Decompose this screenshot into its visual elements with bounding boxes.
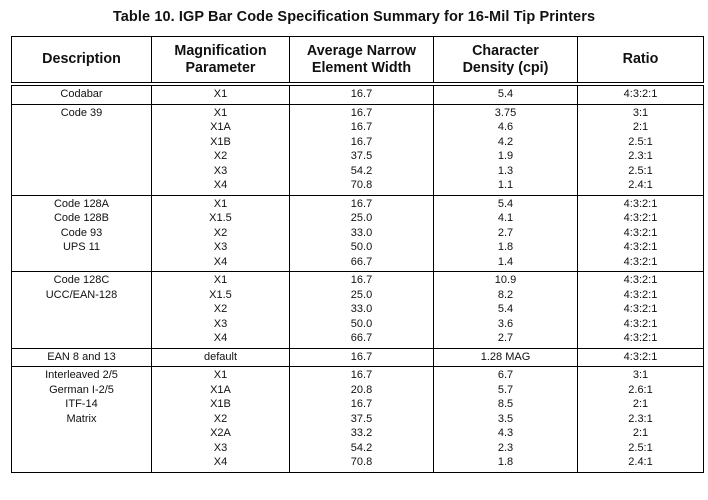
magnification-line: X4 — [213, 179, 228, 191]
magnification-cell — [152, 272, 290, 349]
ratio-line: 4:3:2:1 — [623, 288, 658, 301]
description-line: German I-2/5 — [49, 383, 114, 396]
ratio-cell — [578, 104, 704, 195]
character-density-line: 1.9 — [497, 150, 514, 162]
description-line: Interleaved 2/5 — [45, 369, 118, 381]
character-density-line: 3.6 — [497, 317, 514, 330]
narrow-element-width-line: 37.5 — [350, 150, 373, 162]
magnification-line: X2 — [213, 150, 228, 162]
description-line: Matrix — [66, 412, 97, 425]
description-cell — [12, 195, 152, 272]
ratio-line: 2:1 — [632, 121, 649, 133]
header-row — [12, 37, 704, 85]
narrow-element-width-line: 25.0 — [350, 288, 373, 301]
ratio-line: 3:1 — [632, 106, 649, 119]
character-density-line: 8.2 — [497, 288, 514, 301]
description-line: ITF-14 — [65, 398, 98, 410]
character-density-cell — [434, 195, 578, 272]
narrow-element-width-cell — [290, 348, 434, 367]
narrow-element-width-line: 16.7 — [350, 274, 373, 286]
ratio-line: 4:3:2:1 — [623, 241, 658, 253]
magnification-line: X1B — [210, 398, 231, 410]
ratio-line: 4:3:2:1 — [623, 274, 658, 286]
barcode-spec-table — [11, 36, 704, 473]
narrow-element-width-cell — [290, 84, 434, 104]
character-density-line: 4.3 — [497, 427, 514, 439]
header-description: Description — [12, 37, 152, 85]
ratio-line: 2.6:1 — [628, 383, 653, 396]
character-density-line: 1.1 — [497, 179, 514, 191]
narrow-element-width-cell — [290, 104, 434, 195]
narrow-element-width-line: 16.7 — [350, 121, 373, 133]
character-density-cell — [434, 84, 578, 104]
magnification-line: X2 — [213, 226, 228, 239]
ratio-line: 2.4:1 — [628, 179, 653, 191]
description-line: Code 93 — [60, 226, 103, 239]
narrow-element-width-line: 33.0 — [350, 303, 373, 315]
character-density-line: 2.7 — [497, 226, 514, 239]
narrow-element-width-cell — [290, 272, 434, 349]
character-density-line: 1.4 — [497, 255, 514, 268]
character-density-cell — [434, 272, 578, 349]
narrow-element-width-cell — [290, 195, 434, 272]
narrow-element-width-line: 70.8 — [350, 179, 373, 191]
narrow-element-width-line: 70.8 — [350, 456, 373, 468]
ratio-line: 4:3:2:1 — [623, 212, 658, 224]
description-line: Code 128B — [53, 212, 110, 224]
character-density-line: 10.9 — [494, 274, 517, 286]
description-line: Codabar — [60, 88, 103, 100]
table-row — [12, 348, 704, 367]
narrow-element-width-line: 37.5 — [350, 412, 373, 425]
character-density-line: 1.28 MAG — [480, 350, 531, 363]
ratio-line: 2.3:1 — [628, 412, 653, 425]
narrow-element-width-line: 66.7 — [350, 255, 373, 268]
magnification-line: X1.5 — [209, 212, 232, 224]
character-density-line: 2.7 — [497, 332, 514, 344]
table-row — [12, 367, 704, 473]
magnification-cell — [152, 195, 290, 272]
description-cell — [12, 348, 152, 367]
narrow-element-width-line: 16.7 — [350, 197, 373, 210]
header-average-narrow-element-width: Average Narrow Element Width — [290, 37, 434, 85]
ratio-line: 4:3:2:1 — [623, 88, 658, 100]
narrow-element-width-line: 54.2 — [350, 441, 373, 454]
magnification-line: default — [203, 350, 238, 363]
description-line: EAN 8 and 13 — [47, 350, 116, 363]
narrow-element-width-line: 16.7 — [350, 398, 373, 410]
header-magnification-parameter: Magnification Parameter — [152, 37, 290, 85]
magnification-line: X3 — [213, 441, 228, 454]
description-line: UPS 11 — [62, 241, 101, 253]
narrow-element-width-line: 54.2 — [350, 164, 373, 177]
ratio-line: 4:3:2:1 — [623, 303, 658, 315]
magnification-line: X1A — [210, 383, 231, 396]
narrow-element-width-line: 25.0 — [350, 212, 373, 224]
ratio-line: 4:3:2:1 — [623, 197, 658, 210]
character-density-line: 1.3 — [497, 164, 514, 177]
ratio-line: 4:3:2:1 — [623, 317, 658, 330]
narrow-element-width-line: 16.7 — [350, 88, 373, 100]
header-ratio: Ratio — [578, 37, 704, 85]
table-row — [12, 272, 704, 349]
table-title: Table 10. IGP Bar Code Specification Summary for 16-Mil Tip Printers — [112, 9, 596, 25]
magnification-line: X3 — [213, 317, 228, 330]
magnification-cell — [152, 367, 290, 473]
description-cell — [12, 367, 152, 473]
magnification-line: X4 — [213, 332, 228, 344]
narrow-element-width-line: 50.0 — [350, 317, 373, 330]
magnification-line: X4 — [213, 456, 228, 468]
character-density-cell — [434, 348, 578, 367]
magnification-line: X1 — [213, 88, 228, 100]
character-density-line: 5.4 — [497, 197, 514, 210]
character-density-line: 5.7 — [497, 383, 514, 396]
ratio-line: 4:3:2:1 — [623, 350, 658, 363]
character-density-line: 6.7 — [497, 369, 514, 381]
magnification-cell — [152, 348, 290, 367]
description-cell — [12, 84, 152, 104]
magnification-line: X1 — [213, 197, 228, 210]
magnification-line: X1 — [213, 369, 228, 381]
ratio-line: 2.5:1 — [628, 441, 653, 454]
character-density-cell — [434, 104, 578, 195]
narrow-element-width-cell — [290, 367, 434, 473]
magnification-line: X3 — [213, 164, 228, 177]
ratio-line: 2.3:1 — [628, 150, 653, 162]
description-cell — [12, 104, 152, 195]
ratio-line: 3:1 — [632, 369, 649, 381]
character-density-line: 3.75 — [494, 106, 517, 119]
magnification-cell — [152, 84, 290, 104]
character-density-line: 4.2 — [497, 135, 514, 148]
ratio-cell — [578, 195, 704, 272]
ratio-cell — [578, 348, 704, 367]
ratio-line: 2.5:1 — [628, 135, 653, 148]
table-row — [12, 104, 704, 195]
table-row — [12, 84, 704, 104]
magnification-line: X1.5 — [209, 288, 232, 301]
narrow-element-width-line: 16.7 — [350, 106, 373, 119]
character-density-line: 8.5 — [497, 398, 514, 410]
description-line: UCC/EAN-128 — [45, 288, 118, 301]
character-density-line: 4.6 — [497, 121, 514, 133]
magnification-line: X1 — [213, 106, 228, 119]
magnification-line: X4 — [213, 255, 228, 268]
ratio-cell — [578, 367, 704, 473]
ratio-line: 2.5:1 — [628, 164, 653, 177]
narrow-element-width-line: 33.2 — [350, 427, 373, 439]
character-density-line: 5.4 — [497, 303, 514, 315]
character-density-line: 1.8 — [497, 241, 514, 253]
description-line: Code 39 — [60, 106, 103, 119]
table-row — [12, 195, 704, 272]
narrow-element-width-line: 20.8 — [350, 383, 373, 396]
ratio-line: 4:3:2:1 — [623, 332, 658, 344]
magnification-line: X1B — [210, 135, 231, 148]
character-density-line: 5.4 — [497, 88, 514, 100]
description-cell — [12, 272, 152, 349]
magnification-line: X1 — [213, 274, 228, 286]
character-density-line: 4.1 — [497, 212, 514, 224]
ratio-line: 4:3:2:1 — [623, 226, 658, 239]
magnification-line: X2 — [213, 412, 228, 425]
narrow-element-width-line: 16.7 — [350, 350, 373, 363]
ratio-line: 2.4:1 — [628, 456, 653, 468]
narrow-element-width-line: 16.7 — [350, 135, 373, 148]
character-density-line: 2.3 — [497, 441, 514, 454]
ratio-line: 2:1 — [632, 427, 649, 439]
character-density-cell — [434, 367, 578, 473]
character-density-line: 1.8 — [497, 456, 514, 468]
magnification-cell — [152, 104, 290, 195]
magnification-line: X1A — [210, 121, 231, 133]
magnification-line: X2A — [210, 427, 231, 439]
magnification-line: X3 — [213, 241, 228, 253]
header-character-density: Character Density (cpi) — [434, 37, 578, 85]
ratio-line: 4:3:2:1 — [623, 255, 658, 268]
table-body — [12, 84, 704, 472]
character-density-line: 3.5 — [497, 412, 514, 425]
ratio-line: 2:1 — [632, 398, 649, 410]
narrow-element-width-line: 16.7 — [350, 369, 373, 381]
description-line: Code 128C — [53, 274, 110, 286]
ratio-cell — [578, 84, 704, 104]
ratio-cell — [578, 272, 704, 349]
magnification-line: X2 — [213, 303, 228, 315]
narrow-element-width-line: 33.0 — [350, 226, 373, 239]
narrow-element-width-line: 66.7 — [350, 332, 373, 344]
description-line: Code 128A — [53, 197, 110, 210]
narrow-element-width-line: 50.0 — [350, 241, 373, 253]
